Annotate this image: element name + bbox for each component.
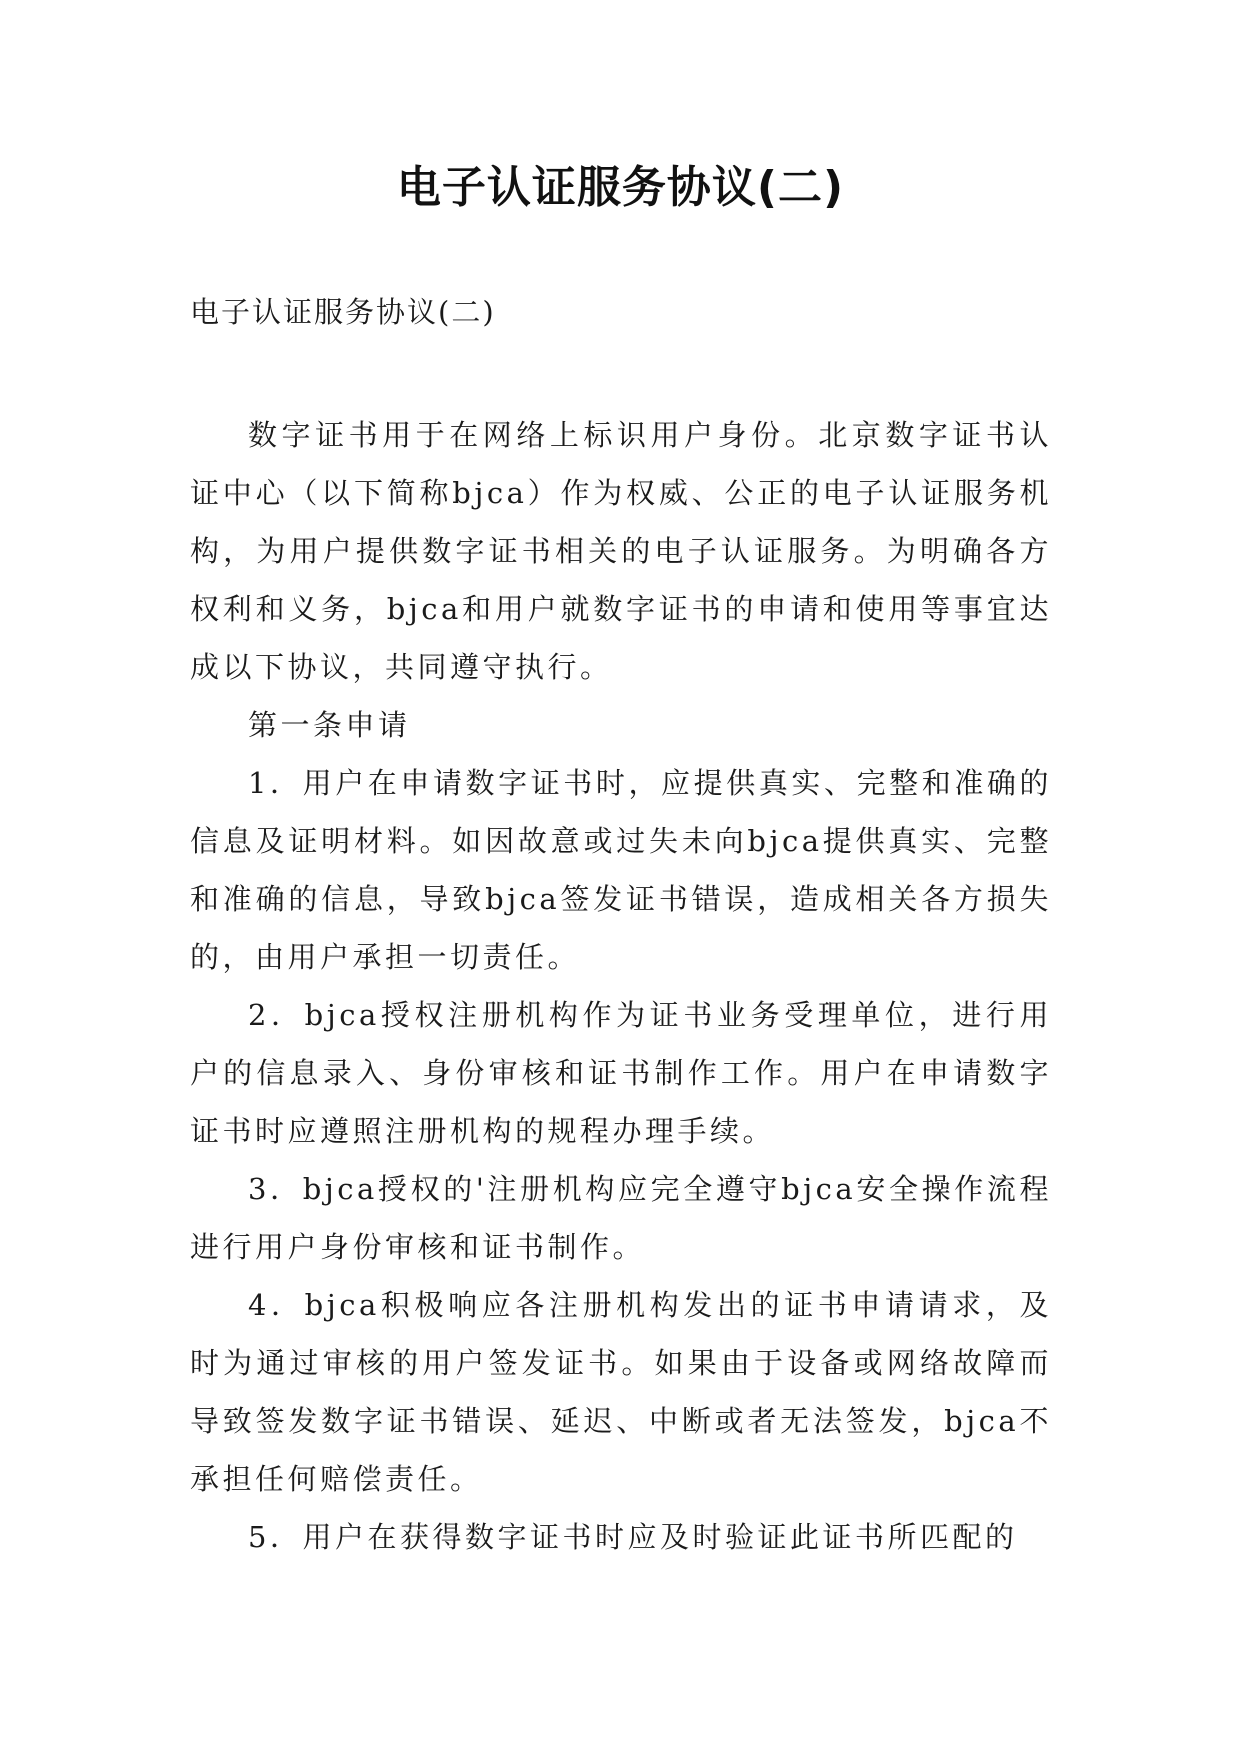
paragraph-clause-4: 4．bjca积极响应各注册机构发出的证书申请请求，及时为通过审核的用户签发证书。如果由于设备或网络故障而导致签发数字证书错误、延迟、中断或者无法签发，bjca不承担任何赔偿责任。	[190, 1288, 1052, 1496]
paragraph-clause-2: 2．bjca授权注册机构作为证书业务受理单位，进行用户的信息录入、身份审核和证书制作工作。用户在申请数字证书时应遵照注册机构的规程办理手续。	[190, 998, 1052, 1148]
paragraph-clause-5: 5．用户在获得数字证书时应及时验证此证书所匹配的	[248, 1520, 1018, 1554]
paragraph-clause-1: 1．用户在申请数字证书时，应提供真实、完整和准确的信息及证明材料。如因故意或过失未向bjca提供真实、完整和准确的信息，导致bjca签发证书错误，造成相关各方损失的，由用户承担一切责任。	[190, 766, 1052, 974]
document-title: 电子认证服务协议(二)	[396, 162, 845, 213]
paragraph-clause-3: 3．bjca授权的'注册机构应完全遵守bjca安全操作流程进行用户身份审核和证书制作。	[190, 1172, 1052, 1264]
document-body	[190, 406, 1052, 1566]
paragraph-intro: 数字证书用于在网络上标识用户身份。北京数字证书认证中心（以下简称bjca）作为权威、公正的电子认证服务机构，为用户提供数字证书相关的电子认证服务。为明确各方权利和义务，bjca和用户就数字证书的申请和使用等事宜达成以下协议，共同遵守执行。	[190, 418, 1052, 684]
section-heading-application: 第一条申请	[248, 708, 411, 742]
document-subtitle: 电子认证服务协议(二)	[190, 295, 496, 329]
